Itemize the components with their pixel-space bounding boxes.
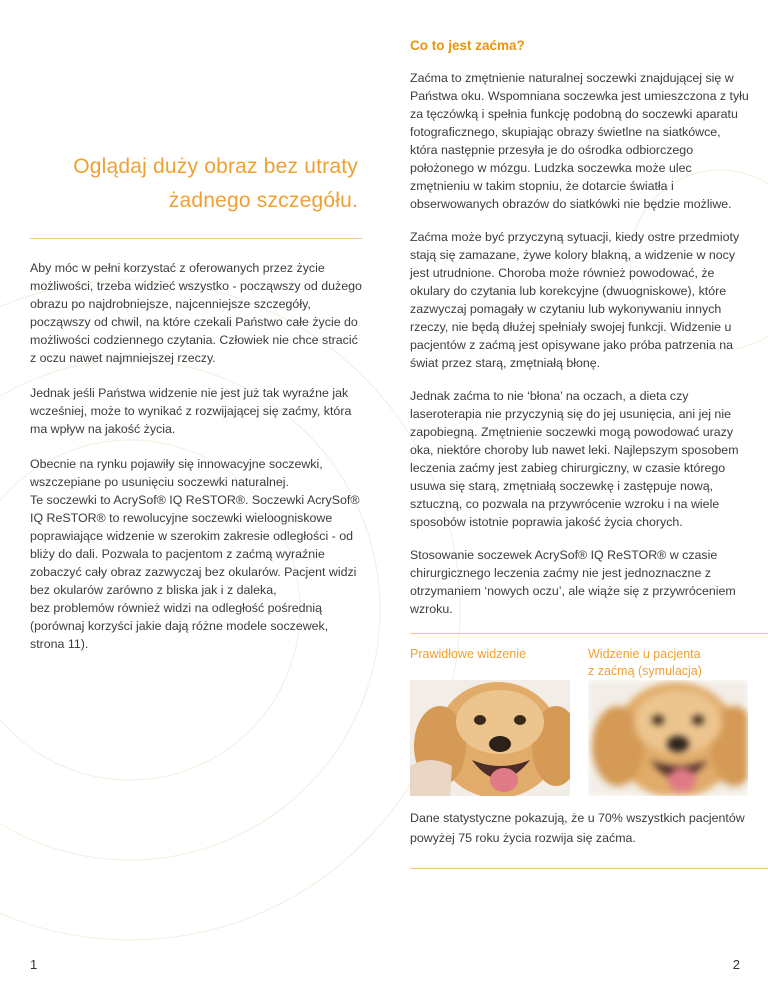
divider — [30, 238, 362, 239]
caption-normal-vision: Prawidłowe widzenie — [410, 647, 527, 661]
cataract-column — [410, 38, 750, 794]
dog-photo-sharp — [410, 680, 570, 796]
divider — [410, 868, 768, 869]
statistics-note: Dane statystyczne pokazują, że u 70% wszystkich pacjentów powyżej 75 roku życia rozwija się zaćma. — [410, 811, 745, 845]
page-heading: Oglądaj duży obraz bez utraty żadnego szczegółu. — [73, 155, 358, 212]
intro-paragraph: Aby móc w pełni korzystać z oferowanych przez życie możliwości, trzeba widzieć wszystko - począwszy od dużego obrazu po najdrobniejsze, najcenniejsze szczegóły, począwszy od chwil, na które czekali Państwo całe życie do możliwości codziennego czytania. Człowiek nie chce stracić z oczu nawet najmniejszej rzeczy. — [30, 261, 362, 365]
section-title: Co to jest zaćma? — [410, 38, 525, 53]
cataract-paragraph: Zaćma może być przyczyną sytuacji, kiedy ostre przedmioty stają się zamazane, żywe kolory blakną, a widzenie w nocy jest utrudnione. Choroba może również powodować, że okulary do czytania lub korekcyjne (dwuogniskowe), które zazwyczaj pomagały w czytaniu lub wykonywaniu innych rzeczy, nie będą dłużej spełniały swojej funkcji. Widzenie u pacjentów z zaćmą jest opisywane jako próba patrzenia na świat przez starą, zmętniałą błonę. — [410, 230, 740, 370]
dog-photo-blurred — [588, 680, 748, 796]
vision-comparison — [410, 634, 750, 794]
intro-paragraph: Jednak jeśli Państwa widzenie nie jest już tak wyraźne jak wcześniej, może to wynikać z rozwijającej się zaćmy, która ma wpływ na jakość życia. — [30, 386, 352, 436]
page-number-right: 2 — [732, 957, 740, 972]
page-number-left: 1 — [30, 957, 38, 972]
cataract-paragraph: Zaćma to zmętnienie naturalnej soczewki znajdującej się w Państwa oku. Wspomniana soczewka jest umieszczona z tyłu za tęczówką i spełnia funkcję podobną do soczewki aparatu fotograficznego, skupiając obrazy świetlne na siatkówce, która następnie przesyła je do ośrodka odbiorczego położonego w mózgu. Ludzka soczewka może ulec zmętnieniu w takim stopniu, że dotarcie światła i obserwowanych obrazów do siatkówki nie będzie możliwe. — [410, 71, 749, 211]
cataract-paragraph: Stosowanie soczewek AcrySof® IQ ReSTOR® w czasie chirurgicznego leczenia zaćmy nie jest jednoznaczne z otrzymaniem ‘nowych oczu’, ale wiąże się z przywróceniem wzroku. — [410, 548, 736, 616]
intro-column — [30, 150, 362, 670]
cataract-paragraph: Jednak zaćma to nie ‘błona’ na oczach, a dieta czy laseroterapia nie przyczynią się do jej usunięcia, ani jej nie zapobiegną. Zmętnienie soczewki mogą powodować urazy oka, niektóre choroby lub nawet leki. Najlepszym sposobem leczenia zaćmy jest zabieg chirurgiczny, w czasie którego usuwa się starą, zmętniałą soczewkę i zastępuje nową, sztuczną, co pozwala na przywrócenie wzroku i na wiele sposobów istotnie poprawia jakość życia chorych. — [410, 389, 739, 529]
intro-paragraph: Obecnie na rynku pojawiły się innowacyjne soczewki, wszczepiane po usunięciu soczewki naturalnej. Te soczewki to AcrySof® IQ ReSTOR®. Soczewki AcrySof® IQ ReSTOR® to rewolucyjne soczewki wieloogniskowe poprawiające widzenie w szerokim zakresie odległości - od bliży do dali. Pozwala to pacjentom z zaćmą wyraźnie zobaczyć cały obraz zazwyczaj bez okularów. Pacjent widzi bez okularów zarówno z bliska jak i z daleka, bez problemów również widzi na odległość pośrednią (porównaj korzyści jakie dają różne modele soczewek, strona 11). — [30, 457, 360, 651]
caption-cataract-vision: Widzenie u pacjenta z zaćmą (symulacja) — [588, 647, 702, 678]
